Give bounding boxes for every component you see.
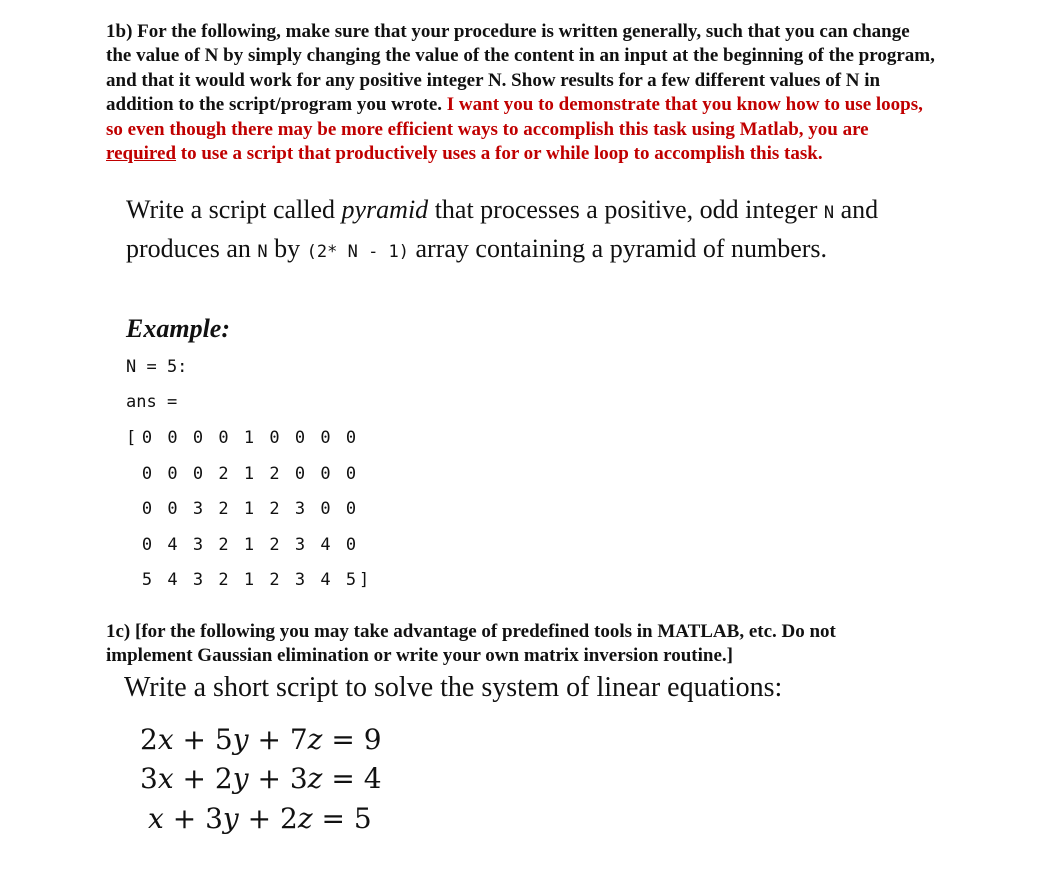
var-n-1: N (823, 203, 835, 223)
matrix-cell: 3 (294, 534, 306, 555)
open-bracket: [ (126, 428, 137, 448)
matrix-cell: 2 (269, 499, 280, 519)
part-1c-instructions (106, 620, 926, 669)
matrix-cell: 2 (218, 570, 229, 590)
matrix-cell: 0 (345, 499, 357, 519)
matrix-cell: 0 (141, 463, 153, 484)
loop-requirement-text-end: to use a script that productively uses a for or while loop to accomplish this task. (180, 143, 823, 165)
pyramid-task-description (126, 192, 926, 270)
matrix-cell: 3 (294, 570, 306, 590)
matrix-row (126, 499, 386, 523)
matrix-cell: 0 (192, 428, 204, 448)
part-1c-label: 1c) (106, 621, 131, 642)
matrix-cell: 0 (218, 428, 229, 448)
matrix-cell: 5 (345, 570, 357, 590)
matrix-cell: 0 (294, 463, 306, 484)
matrix-cell: 2 (218, 499, 229, 519)
matrix-cell: 0 (167, 428, 178, 448)
matrix-cell: 4 (320, 534, 331, 555)
matrix-cell: 0 (345, 534, 357, 555)
var-n-2: N (257, 242, 268, 262)
matrix-cell: 0 (320, 428, 331, 448)
matrix-cell: 2 (218, 463, 229, 484)
script-name: pyramid (341, 195, 429, 224)
matrix-cell: 4 (167, 534, 178, 555)
matrix-cell: 0 (320, 499, 331, 519)
matrix-cell: 3 (294, 499, 306, 519)
matrix-cell: 5 (141, 570, 153, 590)
matrix-cell: 3 (192, 534, 204, 555)
task-text-5: array containing a pyramid of numbers. (415, 234, 828, 263)
matrix-cell: 1 (243, 534, 255, 555)
example-heading: Example: (126, 314, 230, 343)
matrix-row (126, 428, 386, 452)
equation-2: 3x + 2y + 3z = 4 (140, 762, 382, 795)
matrix-cell: 0 (141, 534, 153, 555)
matrix-cell: 0 (167, 499, 178, 519)
matrix-row (126, 570, 386, 594)
task-text-2: that processes a positive, odd integer (434, 195, 818, 224)
matrix-cell: 1 (243, 499, 255, 519)
matrix-cell: 0 (141, 428, 153, 448)
matrix-cell: 2 (269, 534, 280, 555)
matrix-cell: 3 (192, 570, 204, 590)
matrix-cell: 4 (167, 570, 178, 590)
matrix-cell: 0 (269, 428, 280, 448)
task-text-3: and produces an (126, 195, 879, 263)
part-1b-label: 1b) (106, 21, 133, 42)
matrix-cell: 0 (345, 428, 357, 448)
matrix-cell: 2 (269, 570, 280, 590)
matrix-cell: 0 (320, 463, 331, 484)
loop-requirement-text: I want you to demonstrate that you know how to use loops, so even though there may be more efficient ways to accomplish this task using Matlab, you are (106, 94, 923, 140)
matrix-cell: 4 (320, 570, 331, 590)
example-n-line: N = 5: (126, 357, 188, 377)
matrix-cell: 0 (167, 463, 178, 484)
task-text-1: Write a script called (126, 195, 336, 224)
matrix-cell: 0 (294, 428, 306, 448)
linear-system-task: Write a short script to solve the system of linear equations: (124, 672, 783, 703)
equation-1: 2x + 5y + 7z = 9 (140, 723, 382, 756)
matrix-cell: 2 (269, 463, 280, 484)
matrix-row (126, 535, 386, 559)
part-1b-instructions (106, 20, 936, 166)
equation-3: x + 3y + 2z = 5 (148, 802, 372, 835)
part-1c-text: [for the following you may take advantage of predefined tools in MATLAB, etc. Do not implement Gaussian elimination or write your own matrix inversion routine.] (106, 621, 836, 667)
matrix-cell: 0 (192, 463, 204, 484)
matrix-cell: 0 (141, 499, 153, 519)
example-ans-line: ans = (126, 392, 178, 412)
matrix-cell: 1 (243, 428, 255, 448)
matrix-cell: 0 (345, 463, 357, 484)
matrix-cell: 2 (218, 534, 229, 555)
required-underlined: required (106, 143, 177, 165)
size-expression: (2* N - 1) (306, 242, 410, 262)
matrix-row (126, 464, 386, 488)
part-1b-text: For the following, make sure that your procedure is written generally, such that you can change the value of N by simply changing the value of the content in an input at the beginning of the program, and that it would work for any positive integer N. Show results for a few different values of N in addition to the script/program you wrote. (106, 21, 935, 116)
task-text-4: by (274, 234, 301, 263)
matrix-cell: 3 (192, 499, 204, 519)
matrix-cell: 1 (243, 570, 255, 590)
close-bracket: ] (359, 570, 370, 590)
matrix-cell: 1 (243, 463, 255, 484)
